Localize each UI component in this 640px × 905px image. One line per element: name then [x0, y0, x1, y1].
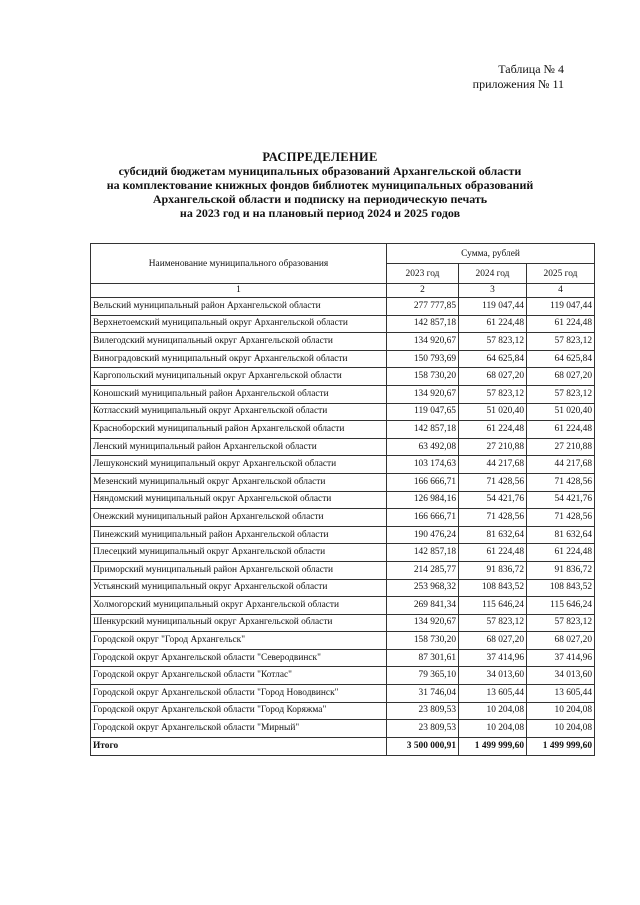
column-number-row: [91, 284, 595, 298]
municipality-name: Виноградовский муниципальный округ Архангельской области: [91, 350, 387, 368]
amount-2025: 115 646,24: [527, 597, 595, 615]
amount-2024: 54 421,76: [459, 491, 527, 509]
municipality-name: Устьянский муниципальный округ Архангельской области: [91, 579, 387, 597]
municipality-name: Онежский муниципальный район Архангельской области: [91, 509, 387, 527]
amount-2025: 119 047,44: [527, 298, 595, 316]
header-year-2024: 2024 год: [459, 264, 527, 284]
municipality-name: Городской округ Архангельской области "Мирный": [91, 720, 387, 738]
amount-2025: 61 224,48: [527, 315, 595, 333]
municipality-name: Приморский муниципальный район Архангельской области: [91, 561, 387, 579]
amount-2023: 134 920,67: [387, 385, 459, 403]
table-row: [91, 597, 595, 615]
title-line-2: на комплектование книжных фондов библиотек муниципальных образований: [106, 178, 534, 192]
table-row: [91, 438, 595, 456]
column-number: 2: [387, 284, 459, 298]
amount-2023: 134 920,67: [387, 614, 459, 632]
amount-2023: 23 809,53: [387, 720, 459, 738]
allocation-table: [90, 243, 595, 756]
amount-2025: 10 204,08: [527, 720, 595, 738]
amount-2023: 103 174,63: [387, 456, 459, 474]
table-row: [91, 720, 595, 738]
municipality-name: Городской округ Архангельской области "Котлас": [91, 667, 387, 685]
header-year-2023: 2023 год: [387, 264, 459, 284]
amount-2025: 91 836,72: [527, 561, 595, 579]
amount-2023: 126 984,16: [387, 491, 459, 509]
municipality-name: Городской округ Архангельской области "Город Коряжма": [91, 702, 387, 720]
amount-2025: 71 428,56: [527, 473, 595, 491]
amount-2024: 64 625,84: [459, 350, 527, 368]
table-row: [91, 385, 595, 403]
amount-2023: 142 857,18: [387, 421, 459, 439]
table-row: [91, 298, 595, 316]
table-row: [91, 561, 595, 579]
table-header: [91, 244, 595, 298]
amount-2024: 115 646,24: [459, 597, 527, 615]
header-sum-group: Сумма, рублей: [387, 244, 595, 264]
amount-2024: 51 020,40: [459, 403, 527, 421]
amount-2024: 57 823,12: [459, 614, 527, 632]
municipality-name: Котласский муниципальный округ Архангельской области: [91, 403, 387, 421]
amount-2025: 108 843,52: [527, 579, 595, 597]
amount-2025: 51 020,40: [527, 403, 595, 421]
amount-2023: 142 857,18: [387, 544, 459, 562]
amount-2025: 61 224,48: [527, 421, 595, 439]
title-line-1: субсидий бюджетам муниципальных образований Архангельской области: [118, 164, 522, 178]
amount-2023: 119 047,65: [387, 403, 459, 421]
amount-2024: 34 013,60: [459, 667, 527, 685]
municipality-name: Холмогорский муниципальный округ Архангельской области: [91, 597, 387, 615]
amount-2025: 34 013,60: [527, 667, 595, 685]
amount-2024: 61 224,48: [459, 421, 527, 439]
amount-2024: 10 204,08: [459, 702, 527, 720]
amount-2024: 37 414,96: [459, 649, 527, 667]
header-name-column: Наименование муниципального образования: [91, 244, 387, 284]
municipality-name: Шенкурский муниципальный округ Архангельской области: [91, 614, 387, 632]
amount-2025: 81 632,64: [527, 526, 595, 544]
municipality-name: Каргопольский муниципальный округ Архангельской области: [91, 368, 387, 386]
table-row: [91, 315, 595, 333]
table-row: [91, 526, 595, 544]
table-row: [91, 702, 595, 720]
amount-2024: 61 224,48: [459, 315, 527, 333]
total-2025: 1 499 999,60: [527, 737, 595, 755]
amount-2023: 269 841,34: [387, 597, 459, 615]
amount-2025: 44 217,68: [527, 456, 595, 474]
title-line-4: на 2023 год и на плановый период 2024 и 2025 годов: [179, 206, 461, 220]
amount-2023: 166 666,71: [387, 509, 459, 527]
table-row: [91, 649, 595, 667]
amount-2024: 71 428,56: [459, 509, 527, 527]
table-row: [91, 368, 595, 386]
municipality-name: Вельский муниципальный район Архангельской области: [91, 298, 387, 316]
table-row: [91, 544, 595, 562]
municipality-name: Красноборский муниципальный район Архангельской области: [91, 421, 387, 439]
table-row: [91, 456, 595, 474]
amount-2024: 68 027,20: [459, 632, 527, 650]
table-row: [91, 667, 595, 685]
amount-2024: 57 823,12: [459, 333, 527, 351]
amount-2023: 190 476,24: [387, 526, 459, 544]
amount-2023: 134 920,67: [387, 333, 459, 351]
amount-2023: 158 730,20: [387, 368, 459, 386]
amount-2025: 57 823,12: [527, 614, 595, 632]
amount-2023: 23 809,53: [387, 702, 459, 720]
table-row: [91, 491, 595, 509]
amount-2024: 10 204,08: [459, 720, 527, 738]
amount-2023: 214 285,77: [387, 561, 459, 579]
appendix-caption: [473, 62, 564, 92]
document-title: [60, 150, 580, 220]
title-main: РАСПРЕДЕЛЕНИЕ: [262, 150, 378, 164]
amount-2025: 57 823,12: [527, 333, 595, 351]
total-2023: 3 500 000,91: [387, 737, 459, 755]
table-row: [91, 333, 595, 351]
amount-2024: 57 823,12: [459, 385, 527, 403]
amount-2025: 71 428,56: [527, 509, 595, 527]
municipality-name: Верхнетоемский муниципальный округ Архангельской области: [91, 315, 387, 333]
amount-2025: 64 625,84: [527, 350, 595, 368]
table-row: [91, 632, 595, 650]
amount-2023: 142 857,18: [387, 315, 459, 333]
table-row: [91, 614, 595, 632]
municipality-name: Ленский муниципальный район Архангельской области: [91, 438, 387, 456]
column-number: 3: [459, 284, 527, 298]
municipality-name: Вилегодский муниципальный округ Архангельской области: [91, 333, 387, 351]
total-2024: 1 499 999,60: [459, 737, 527, 755]
amount-2023: 158 730,20: [387, 632, 459, 650]
municipality-name: Городской округ Архангельской области "Город Новодвинск": [91, 685, 387, 703]
amount-2025: 68 027,20: [527, 632, 595, 650]
amount-2024: 108 843,52: [459, 579, 527, 597]
municipality-name: Пинежский муниципальный район Архангельской области: [91, 526, 387, 544]
amount-2024: 91 836,72: [459, 561, 527, 579]
municipality-name: Лешуконский муниципальный округ Архангельской области: [91, 456, 387, 474]
amount-2023: 166 666,71: [387, 473, 459, 491]
table-row: [91, 403, 595, 421]
amount-2025: 57 823,12: [527, 385, 595, 403]
table-row: [91, 350, 595, 368]
amount-2025: 37 414,96: [527, 649, 595, 667]
total-row: [91, 737, 595, 755]
amount-2023: 253 968,32: [387, 579, 459, 597]
amount-2023: 63 492,08: [387, 438, 459, 456]
municipality-name: Няндомский муниципальный округ Архангельской области: [91, 491, 387, 509]
amount-2025: 10 204,08: [527, 702, 595, 720]
header-year-2025: 2025 год: [527, 264, 595, 284]
amount-2025: 27 210,88: [527, 438, 595, 456]
amount-2024: 27 210,88: [459, 438, 527, 456]
amount-2023: 31 746,04: [387, 685, 459, 703]
table-number-label: Таблица № 4: [498, 62, 564, 76]
municipality-name: Городской округ Архангельской области "Северодвинск": [91, 649, 387, 667]
amount-2023: 150 793,69: [387, 350, 459, 368]
amount-2025: 68 027,20: [527, 368, 595, 386]
table-row: [91, 473, 595, 491]
municipality-name: Мезенский муниципальный округ Архангельской области: [91, 473, 387, 491]
amount-2024: 119 047,44: [459, 298, 527, 316]
amount-2025: 13 605,44: [527, 685, 595, 703]
amount-2025: 54 421,76: [527, 491, 595, 509]
amount-2024: 61 224,48: [459, 544, 527, 562]
amount-2024: 81 632,64: [459, 526, 527, 544]
column-number: 1: [91, 284, 387, 298]
municipality-name: Коношский муниципальный район Архангельской области: [91, 385, 387, 403]
amount-2023: 87 301,61: [387, 649, 459, 667]
table-row: [91, 509, 595, 527]
table-row: [91, 579, 595, 597]
amount-2023: 79 365,10: [387, 667, 459, 685]
column-number: 4: [527, 284, 595, 298]
amount-2024: 13 605,44: [459, 685, 527, 703]
table-body: [91, 298, 595, 738]
municipality-name: Городской округ "Город Архангельск": [91, 632, 387, 650]
title-line-3: Архангельской области и подписку на периодическую печать: [152, 192, 488, 206]
total-label: Итого: [91, 737, 387, 755]
appendix-number-label: приложения № 11: [472, 77, 564, 91]
amount-2024: 44 217,68: [459, 456, 527, 474]
municipality-name: Плесецкий муниципальный округ Архангельской области: [91, 544, 387, 562]
amount-2025: 61 224,48: [527, 544, 595, 562]
amount-2024: 68 027,20: [459, 368, 527, 386]
amount-2024: 71 428,56: [459, 473, 527, 491]
table-row: [91, 421, 595, 439]
table-row: [91, 685, 595, 703]
amount-2023: 277 777,85: [387, 298, 459, 316]
